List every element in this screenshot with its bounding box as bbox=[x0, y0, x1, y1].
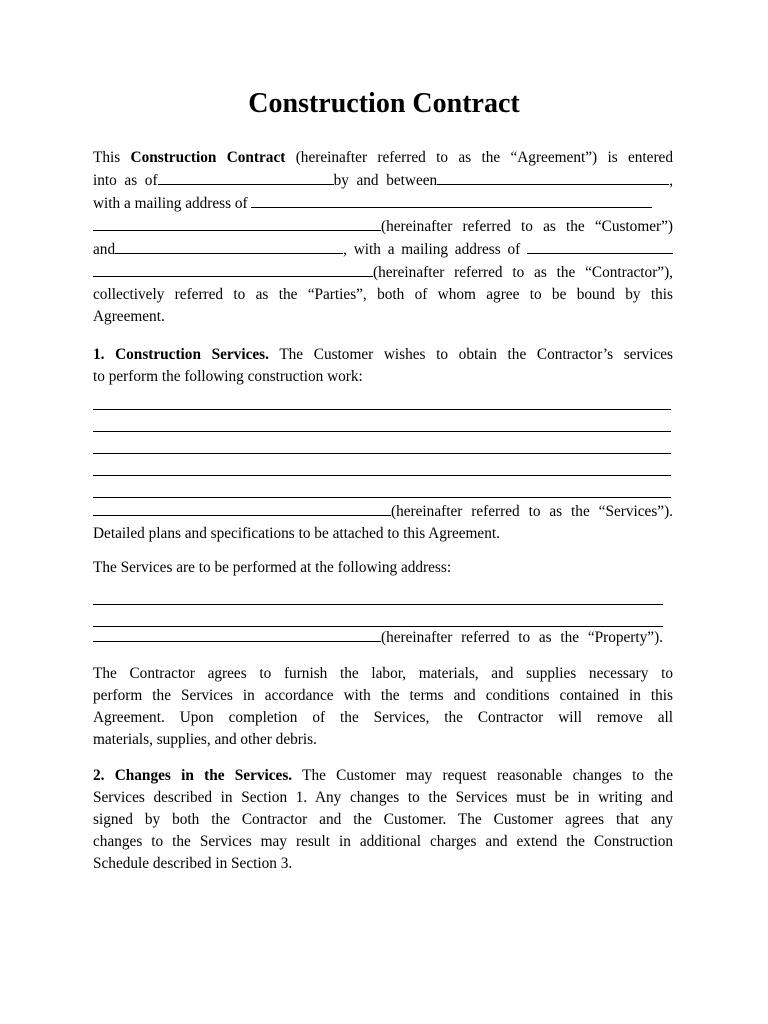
contractor-name-blank[interactable] bbox=[115, 238, 343, 254]
services-blank-line[interactable] bbox=[93, 431, 671, 432]
section-2 bbox=[93, 765, 673, 875]
intro-text: with a mailing address of bbox=[93, 195, 248, 212]
paragraph-line: perform the Services in accordance with the terms and conditions contained in this bbox=[93, 687, 673, 704]
property-blank-line[interactable] bbox=[93, 604, 663, 605]
section-heading: 1. Construction Services. bbox=[93, 346, 269, 363]
intro-text: , bbox=[669, 172, 674, 189]
document-title: Construction Contract bbox=[248, 88, 520, 119]
paragraph-line: signed by both the Contractor and the Customer. The Customer agrees that any bbox=[93, 811, 673, 828]
intro-text: by and between bbox=[333, 172, 438, 189]
intro-text: (hereinafter referred to as the “Customer”) bbox=[381, 218, 673, 235]
intro-text: (hereinafter referred to as the “Contractor”), bbox=[373, 264, 673, 281]
property-blanks bbox=[93, 604, 663, 627]
intro-text: (hereinafter referred to as the “Agreement”) is entered bbox=[295, 149, 673, 166]
date-blank[interactable] bbox=[158, 169, 334, 185]
paragraph-line: materials, supplies, and other debris. bbox=[93, 731, 317, 748]
intro-text: collectively referred to as the “Parties”, both of whom agree to be bound by this bbox=[93, 286, 673, 303]
section-text: (hereinafter referred to as the “Services”). bbox=[391, 503, 673, 520]
section-text: The Customer may request reasonable changes to the bbox=[302, 767, 673, 784]
section-text: The Services are to be performed at the following address: bbox=[93, 559, 452, 576]
paragraph-line: Agreement. Upon completion of the Services, the Contractor will remove all bbox=[93, 709, 673, 726]
services-blank-line[interactable] bbox=[93, 500, 391, 516]
intro-text: This bbox=[93, 149, 121, 166]
property-blank-line[interactable] bbox=[93, 626, 381, 642]
section-text: The Customer wishes to obtain the Contractor’s services bbox=[279, 346, 673, 363]
intro-text: Agreement. bbox=[93, 308, 165, 325]
customer-name-blank[interactable] bbox=[437, 169, 669, 185]
document-body bbox=[93, 147, 673, 875]
services-blank-line[interactable] bbox=[93, 475, 671, 476]
paragraph-line: changes to the Services may result in additional charges and extend the Construction bbox=[93, 833, 673, 850]
contractor-address-blank-2[interactable] bbox=[93, 261, 373, 277]
customer-address-blank-2[interactable] bbox=[93, 215, 381, 231]
services-blank-line[interactable] bbox=[93, 453, 671, 454]
services-blank-line[interactable] bbox=[93, 497, 671, 498]
contract-name: Construction Contract bbox=[130, 149, 286, 166]
section-text: Detailed plans and specifications to be attached to this Agreement. bbox=[93, 525, 500, 542]
section-1 bbox=[93, 344, 673, 751]
services-blank-line[interactable] bbox=[93, 409, 671, 410]
customer-address-blank[interactable] bbox=[251, 192, 652, 208]
paragraph-line: Schedule described in Section 3. bbox=[93, 855, 293, 872]
section-text: to perform the following construction work: bbox=[93, 368, 363, 385]
contractor-obligations-paragraph bbox=[93, 663, 673, 751]
intro-text: , with a mailing address of bbox=[343, 241, 521, 258]
section-heading: 2. Changes in the Services. bbox=[93, 767, 293, 784]
section-text: (hereinafter referred to as the “Property”). bbox=[381, 629, 663, 646]
intro-text: into as of bbox=[93, 172, 158, 189]
services-blanks bbox=[93, 409, 671, 498]
intro-text: and bbox=[93, 241, 116, 258]
paragraph-line: The Contractor agrees to furnish the labor, materials, and supplies necessary to bbox=[93, 665, 673, 682]
contractor-address-blank[interactable] bbox=[527, 238, 673, 254]
intro-paragraph bbox=[93, 147, 673, 328]
paragraph-line: Services described in Section 1. Any changes to the Services must be in writing and bbox=[93, 789, 673, 806]
